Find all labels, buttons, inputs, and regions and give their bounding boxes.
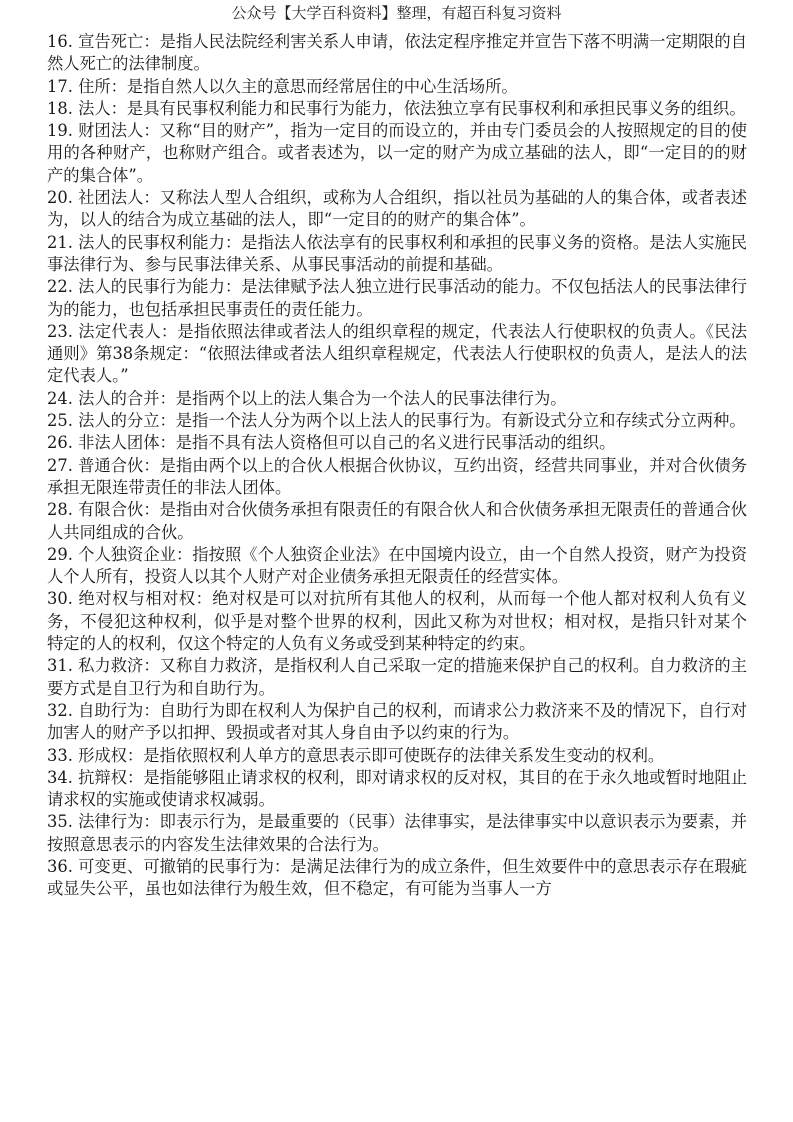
entry-31: 31. 私力救济：又称自力救济，是指权利人自己采取一定的措施来保护自己的权利。自力救济的主要方式是自卫行为和自助行为。 <box>47 656 747 698</box>
entry-18: 18. 法人：是具有民事权利能力和民事行为能力，依法独立享有民事权利和承担民事义务的组织。 <box>47 98 746 118</box>
page-header: 公众号【大学百科资料】整理，有超百科复习资料 <box>231 4 562 22</box>
entry-35: 35. 法律行为：即表示行为，是最重要的（民事）法律事实，是法律事实中以意识表示为要素，并按照意思表示的内容发生法律效果的合法行为。 <box>47 812 747 854</box>
entry-36: 36. 可变更、可撤销的民事行为：是满足法律行为的成立条件，但生效要件中的意思表示存在瑕疵或显失公平，虽也如法律行为般生效，但不稳定，有可能为当事人一方 <box>47 856 747 899</box>
entry-32: 32. 自助行为：自助行为即在权利人为保护自己的权利，而请求公力救济来不及的情况下，自行对加害人的财产予以扣押、毁损或者对其人身自由予以约束的行为。 <box>47 700 747 743</box>
entry-34: 34. 抗辩权：是指能够阻止请求权的权利，即对请求权的反对权，其目的在于永久地或暂时地阻止请求权的实施或使请求权减弱。 <box>47 767 747 810</box>
entry-26: 26. 非法人团体：是指不具有法人资格但可以自己的名义进行民事活动的组织。 <box>47 433 616 453</box>
entry-28: 28. 有限合伙：是指由对合伙债务承担有限责任的有限合伙人和合伙债务承担无限责任的普通合伙人共同组成的合伙。 <box>47 500 747 542</box>
entry-list <box>47 31 747 901</box>
entry-24: 24. 法人的合并：是指两个以上的法人集合为一个法人的民事法律行为。 <box>47 388 567 408</box>
entry-21: 21. 法人的民事权利能力：是指法人依法享有的民事权利和承担的民事义务的资格。是法人实施民事法律行为、参与民事法律关系、从事民事活动的前提和基础。 <box>47 232 747 274</box>
entry-19: 19. 财团法人：又称“目的财产”，指为一定目的而设立的，并由专门委员会的人按照规定的目的使用的各种财产，也称财产组合。或者表述为，以一定的财产为成立基础的法人，即“一定目的的财产的集合体”。 <box>47 121 747 185</box>
entry-23: 23. 法定代表人：是指依照法律或者法人的组织章程的规定，代表法人行使职权的负责人。《民法通则》第38条规定：“依照法律或者法人组织章程规定，代表法人行使职权的负责人，是法人的法定代表人。” <box>47 321 747 386</box>
entry-16: 16. 宣告死亡：是指人民法院经利害关系人申请，依法定程序推定并宣告下落不明满一定期限的自然人死亡的法律制度。 <box>47 32 747 74</box>
entry-20: 20. 社团法人：又称法人型人合组织，或称为人合组织，指以社员为基础的人的集合体，或者表述为，以人的结合为成立基础的法人，即“一定目的的财产的集合体”。 <box>47 188 747 230</box>
entry-25: 25. 法人的分立：是指一个法人分为两个以上法人的民事行为。有新设式分立和存续式分立两种。 <box>47 411 746 431</box>
entry-29: 29. 个人独资企业：指按照《个人独资企业法》在中国境内设立，由一个自然人投资，财产为投资人个人所有，投资人以其个人财产对企业债务承担无限责任的经营实体。 <box>47 544 747 587</box>
entry-33: 33. 形成权：是指依照权利人单方的意思表示即可使既存的法律关系发生变动的权利。 <box>47 745 665 765</box>
entry-22: 22. 法人的民事行为能力：是法律赋予法人独立进行民事活动的能力。不仅包括法人的民事法律行为的能力，也包括承担民事责任的责任能力。 <box>47 277 747 319</box>
entry-17: 17. 住所：是指自然人以久主的意思而经常居住的中心生活场所。 <box>47 76 518 96</box>
entry-30: 30. 绝对权与相对权：绝对权是可以对抗所有其他人的权利，从而每一个他人都对权利人负有义务，不侵犯这种权利，似乎是对整个世界的权利，因此又称为对世权；相对权，是指只针对某个特定的人的权利，仅这个特定的人负有义务或受到某种特定的约束。 <box>47 589 747 654</box>
entry-27: 27. 普通合伙：是指由两个以上的合伙人根据合伙协议，互约出资，经营共同事业，并对合伙债务承担无限连带责任的非法人团体。 <box>47 455 747 497</box>
